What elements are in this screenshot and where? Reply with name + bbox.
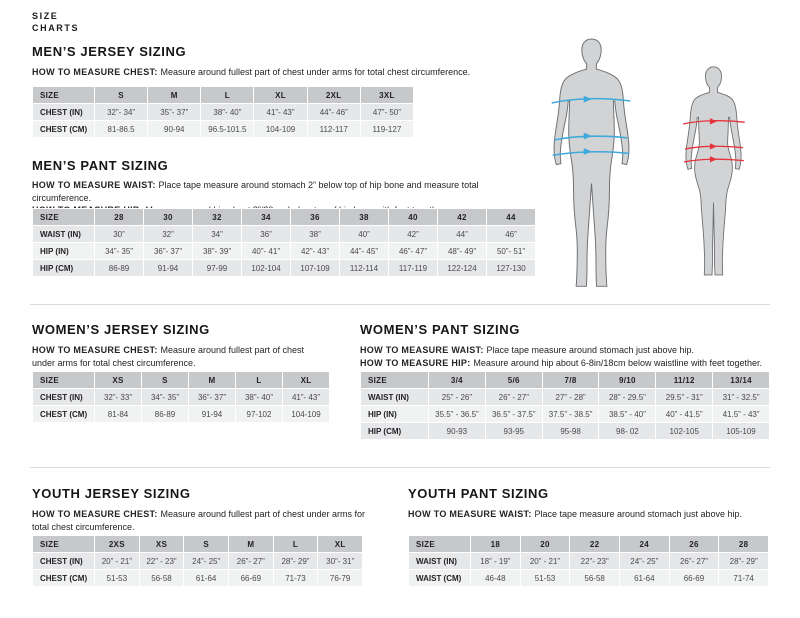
value-cell: 38” [291, 226, 340, 243]
size-header-cell: S [184, 536, 229, 553]
value-cell: 71-73 [273, 570, 318, 587]
value-cell: 38”- 39” [193, 243, 242, 260]
row-label: CHEST (IN) [33, 389, 95, 406]
youth-pant-heading: YOUTH PANT SIZING [408, 486, 549, 501]
table-row [33, 389, 330, 406]
size-header-cell: 2XL [307, 87, 360, 104]
value-cell: 56-58 [139, 570, 184, 587]
size-column-header: SIZE [33, 372, 95, 389]
value-cell: 86-89 [142, 406, 189, 423]
youth-jersey-table [32, 535, 363, 587]
row-label: CHEST (CM) [33, 121, 95, 138]
section-divider-bottom [30, 467, 770, 468]
how-to-measure-line: HOW TO MEASURE CHEST: Measure around fullest part of chest under arms for total chest circumference. [32, 509, 366, 532]
size-header-cell: S [142, 372, 189, 389]
value-cell: 105-109 [713, 423, 770, 440]
value-cell: 25” - 26” [429, 389, 486, 406]
table-header-row [409, 536, 769, 553]
womens-jersey-heading: WOMEN’S JERSEY SIZING [32, 322, 210, 337]
size-header-cell: 40 [389, 209, 438, 226]
size-header-cell: 30 [144, 209, 193, 226]
size-header-cell: S [95, 87, 148, 104]
mens-pant-table [32, 208, 536, 277]
value-cell: 76-79 [318, 570, 363, 587]
value-cell: 117-119 [389, 260, 438, 277]
size-header-cell: 26 [669, 536, 719, 553]
value-cell: 35.5” - 36.5” [429, 406, 486, 423]
value-cell: 29.5” - 31” [656, 389, 713, 406]
size-column-header: SIZE [409, 536, 471, 553]
value-cell: 38”- 40” [236, 389, 283, 406]
row-label: HIP (CM) [33, 260, 95, 277]
value-cell: 37.5” - 38.5” [542, 406, 599, 423]
size-header-cell: 20 [520, 536, 570, 553]
youth-pant-table-wrap [408, 535, 769, 587]
row-label: CHEST (CM) [33, 406, 95, 423]
youth-jersey-table-wrap [32, 535, 363, 587]
value-cell: 36.5” - 37.5” [485, 406, 542, 423]
value-cell: 20” - 21” [520, 553, 570, 570]
value-cell: 93-95 [485, 423, 542, 440]
table-row [33, 226, 536, 243]
value-cell: 112-117 [307, 121, 360, 138]
row-label: CHEST (IN) [33, 104, 95, 121]
value-cell: 24”- 25” [184, 553, 229, 570]
row-label: HIP (CM) [361, 423, 429, 440]
value-cell: 50”- 51” [487, 243, 536, 260]
row-label: WAIST (IN) [409, 553, 471, 570]
youth-pant-instructions [408, 508, 768, 521]
value-cell: 36” [242, 226, 291, 243]
value-cell: 31” - 32.5” [713, 389, 770, 406]
value-cell: 35”- 37” [148, 104, 201, 121]
table-row [33, 406, 330, 423]
female-figure-diagram [676, 55, 751, 293]
page-title-line1: SIZE [32, 11, 59, 21]
table-row [33, 243, 536, 260]
size-header-cell: 44 [487, 209, 536, 226]
value-cell: 36”- 37” [144, 243, 193, 260]
value-cell: 66-69 [228, 570, 273, 587]
size-header-cell: M [228, 536, 273, 553]
value-cell: 26”- 27” [228, 553, 273, 570]
mens-pant-table-wrap [32, 208, 536, 277]
how-to-measure-line: HOW TO MEASURE CHEST: Measure around fullest part of chest under arms for total chest circumference. [32, 67, 471, 77]
table-header-row [361, 372, 770, 389]
value-cell: 34” [193, 226, 242, 243]
size-header-cell: 32 [193, 209, 242, 226]
table-row [361, 406, 770, 423]
size-header-cell: 28 [719, 536, 769, 553]
value-cell: 41.5” - 43” [713, 406, 770, 423]
male-body-silhouette [554, 39, 629, 286]
youth-jersey-heading: YOUTH JERSEY SIZING [32, 486, 191, 501]
womens-pant-heading: WOMEN’S PANT SIZING [360, 322, 520, 337]
value-cell: 91-94 [189, 406, 236, 423]
value-cell: 119-127 [360, 121, 413, 138]
value-cell: 127-130 [487, 260, 536, 277]
size-column-header: SIZE [33, 209, 95, 226]
size-header-cell: M [148, 87, 201, 104]
value-cell: 61-64 [619, 570, 669, 587]
value-cell: 46”- 47” [389, 243, 438, 260]
section-divider-top [30, 304, 770, 305]
value-cell: 81-86.5 [95, 121, 148, 138]
value-cell: 41”- 43” [254, 104, 307, 121]
how-to-measure-line: HOW TO MEASURE WAIST: Place tape measure around stomach just above hip. [408, 509, 743, 519]
size-header-cell: 34 [242, 209, 291, 226]
size-header-cell: L [273, 536, 318, 553]
youth-jersey-instructions [32, 508, 367, 533]
value-cell: 38”- 40” [201, 104, 254, 121]
value-cell: 97-102 [236, 406, 283, 423]
value-cell: 102-105 [656, 423, 713, 440]
row-label: HIP (IN) [33, 243, 95, 260]
value-cell: 97-99 [193, 260, 242, 277]
womens-jersey-instructions [32, 344, 320, 369]
value-cell: 32”- 33” [95, 389, 142, 406]
size-header-cell: 42 [438, 209, 487, 226]
table-row [361, 423, 770, 440]
mens-pant-heading: MEN’S PANT SIZING [32, 158, 169, 173]
value-cell: 122-124 [438, 260, 487, 277]
value-cell: 28”- 29” [273, 553, 318, 570]
size-header-cell: 11/12 [656, 372, 713, 389]
page-title [32, 10, 79, 34]
size-header-cell: 38 [340, 209, 389, 226]
size-header-cell: XS [139, 536, 184, 553]
value-cell: 112-114 [340, 260, 389, 277]
value-cell: 98- 02 [599, 423, 656, 440]
value-cell: 28”- 29” [719, 553, 769, 570]
value-cell: 81-84 [95, 406, 142, 423]
how-to-measure-line: HOW TO MEASURE HIP: Measure around hip about 6-8in/18cm below waistline with feet together. [360, 357, 763, 368]
mens-jersey-table [32, 86, 414, 138]
womens-pant-instructions [360, 344, 770, 369]
value-cell: 86-89 [95, 260, 144, 277]
table-header-row [33, 87, 414, 104]
value-cell: 32”- 34” [95, 104, 148, 121]
womens-pant-table [360, 371, 770, 440]
womens-jersey-table [32, 371, 330, 423]
value-cell: 42” [389, 226, 438, 243]
value-cell: 66-69 [669, 570, 719, 587]
value-cell: 20” - 21” [95, 553, 140, 570]
table-header-row [33, 536, 363, 553]
table-row [33, 260, 536, 277]
value-cell: 61-64 [184, 570, 229, 587]
size-header-cell: 2XS [95, 536, 140, 553]
size-header-cell: L [201, 87, 254, 104]
value-cell: 46-48 [471, 570, 521, 587]
value-cell: 22” - 23” [139, 553, 184, 570]
value-cell: 91-94 [144, 260, 193, 277]
value-cell: 90-94 [148, 121, 201, 138]
table-header-row [33, 209, 536, 226]
size-header-cell: 7/8 [542, 372, 599, 389]
size-header-cell: XS [95, 372, 142, 389]
table-row [361, 389, 770, 406]
value-cell: 48”- 49” [438, 243, 487, 260]
value-cell: 95-98 [542, 423, 599, 440]
size-column-header: SIZE [33, 536, 95, 553]
value-cell: 104-109 [283, 406, 330, 423]
size-column-header: SIZE [33, 87, 95, 104]
value-cell: 46” [487, 226, 536, 243]
youth-pant-table [408, 535, 769, 587]
size-header-cell: 9/10 [599, 372, 656, 389]
value-cell: 40” [340, 226, 389, 243]
size-header-cell: 36 [291, 209, 340, 226]
value-cell: 34”- 35” [95, 243, 144, 260]
value-cell: 96.5-101.5 [201, 121, 254, 138]
value-cell: 26”- 27” [669, 553, 719, 570]
male-figure-diagram [543, 36, 640, 298]
how-to-measure-line: HOW TO MEASURE WAIST: Place tape measure around stomach just above hip. [360, 345, 695, 355]
value-cell: 44”- 46” [307, 104, 360, 121]
size-header-cell: XL [283, 372, 330, 389]
womens-jersey-table-wrap [32, 371, 330, 423]
value-cell: 30”- 31” [318, 553, 363, 570]
value-cell: 44”- 45” [340, 243, 389, 260]
how-to-measure-line: HOW TO MEASURE CHEST: Measure around fullest part of chest under arms for total chest circumference. [32, 345, 305, 368]
row-label: WAIST (IN) [361, 389, 429, 406]
page-title-line2: CHARTS [32, 23, 80, 34]
value-cell: 27” - 28” [542, 389, 599, 406]
size-header-cell: XL [318, 536, 363, 553]
table-row [33, 121, 414, 138]
value-cell: 102-104 [242, 260, 291, 277]
value-cell: 51-53 [95, 570, 140, 587]
value-cell: 30” [95, 226, 144, 243]
row-label: WAIST (IN) [33, 226, 95, 243]
table-header-row [33, 372, 330, 389]
how-to-measure-line: HOW TO MEASURE WAIST: Place tape measure around stomach 2” below top of hip bone and measure total circumference. [32, 180, 479, 203]
value-cell: 32” [144, 226, 193, 243]
size-header-cell: 13/14 [713, 372, 770, 389]
table-row [33, 553, 363, 570]
value-cell: 71-74 [719, 570, 769, 587]
table-row [409, 553, 769, 570]
row-label: CHEST (IN) [33, 553, 95, 570]
size-header-cell: L [236, 372, 283, 389]
mens-jersey-instructions [32, 66, 502, 79]
value-cell: 34”- 35” [142, 389, 189, 406]
womens-pant-table-wrap [360, 371, 770, 440]
value-cell: 22”- 23” [570, 553, 620, 570]
value-cell: 104-109 [254, 121, 307, 138]
size-header-cell: 3/4 [429, 372, 486, 389]
value-cell: 107-109 [291, 260, 340, 277]
table-row [409, 570, 769, 587]
size-header-cell: M [189, 372, 236, 389]
row-label: CHEST (CM) [33, 570, 95, 587]
mens-jersey-table-wrap [32, 86, 414, 138]
size-header-cell: 28 [95, 209, 144, 226]
mens-jersey-heading: MEN’S JERSEY SIZING [32, 44, 187, 59]
value-cell: 51-53 [520, 570, 570, 587]
female-body-silhouette [686, 67, 741, 275]
row-label: WAIST (CM) [409, 570, 471, 587]
size-header-cell: 24 [619, 536, 669, 553]
value-cell: 42”- 43” [291, 243, 340, 260]
size-header-cell: 18 [471, 536, 521, 553]
size-header-cell: XL [254, 87, 307, 104]
value-cell: 26” - 27” [485, 389, 542, 406]
value-cell: 41”- 43” [283, 389, 330, 406]
value-cell: 18” - 19” [471, 553, 521, 570]
size-header-cell: 22 [570, 536, 620, 553]
value-cell: 40” - 41.5” [656, 406, 713, 423]
table-row [33, 570, 363, 587]
size-header-cell: 3XL [360, 87, 413, 104]
value-cell: 24”- 25” [619, 553, 669, 570]
size-header-cell: 5/6 [485, 372, 542, 389]
value-cell: 90-93 [429, 423, 486, 440]
row-label: HIP (IN) [361, 406, 429, 423]
value-cell: 36”- 37” [189, 389, 236, 406]
size-column-header: SIZE [361, 372, 429, 389]
value-cell: 47”- 50” [360, 104, 413, 121]
value-cell: 44” [438, 226, 487, 243]
value-cell: 40”- 41” [242, 243, 291, 260]
value-cell: 56-58 [570, 570, 620, 587]
value-cell: 38.5” - 40” [599, 406, 656, 423]
table-row [33, 104, 414, 121]
value-cell: 28” - 29.5” [599, 389, 656, 406]
